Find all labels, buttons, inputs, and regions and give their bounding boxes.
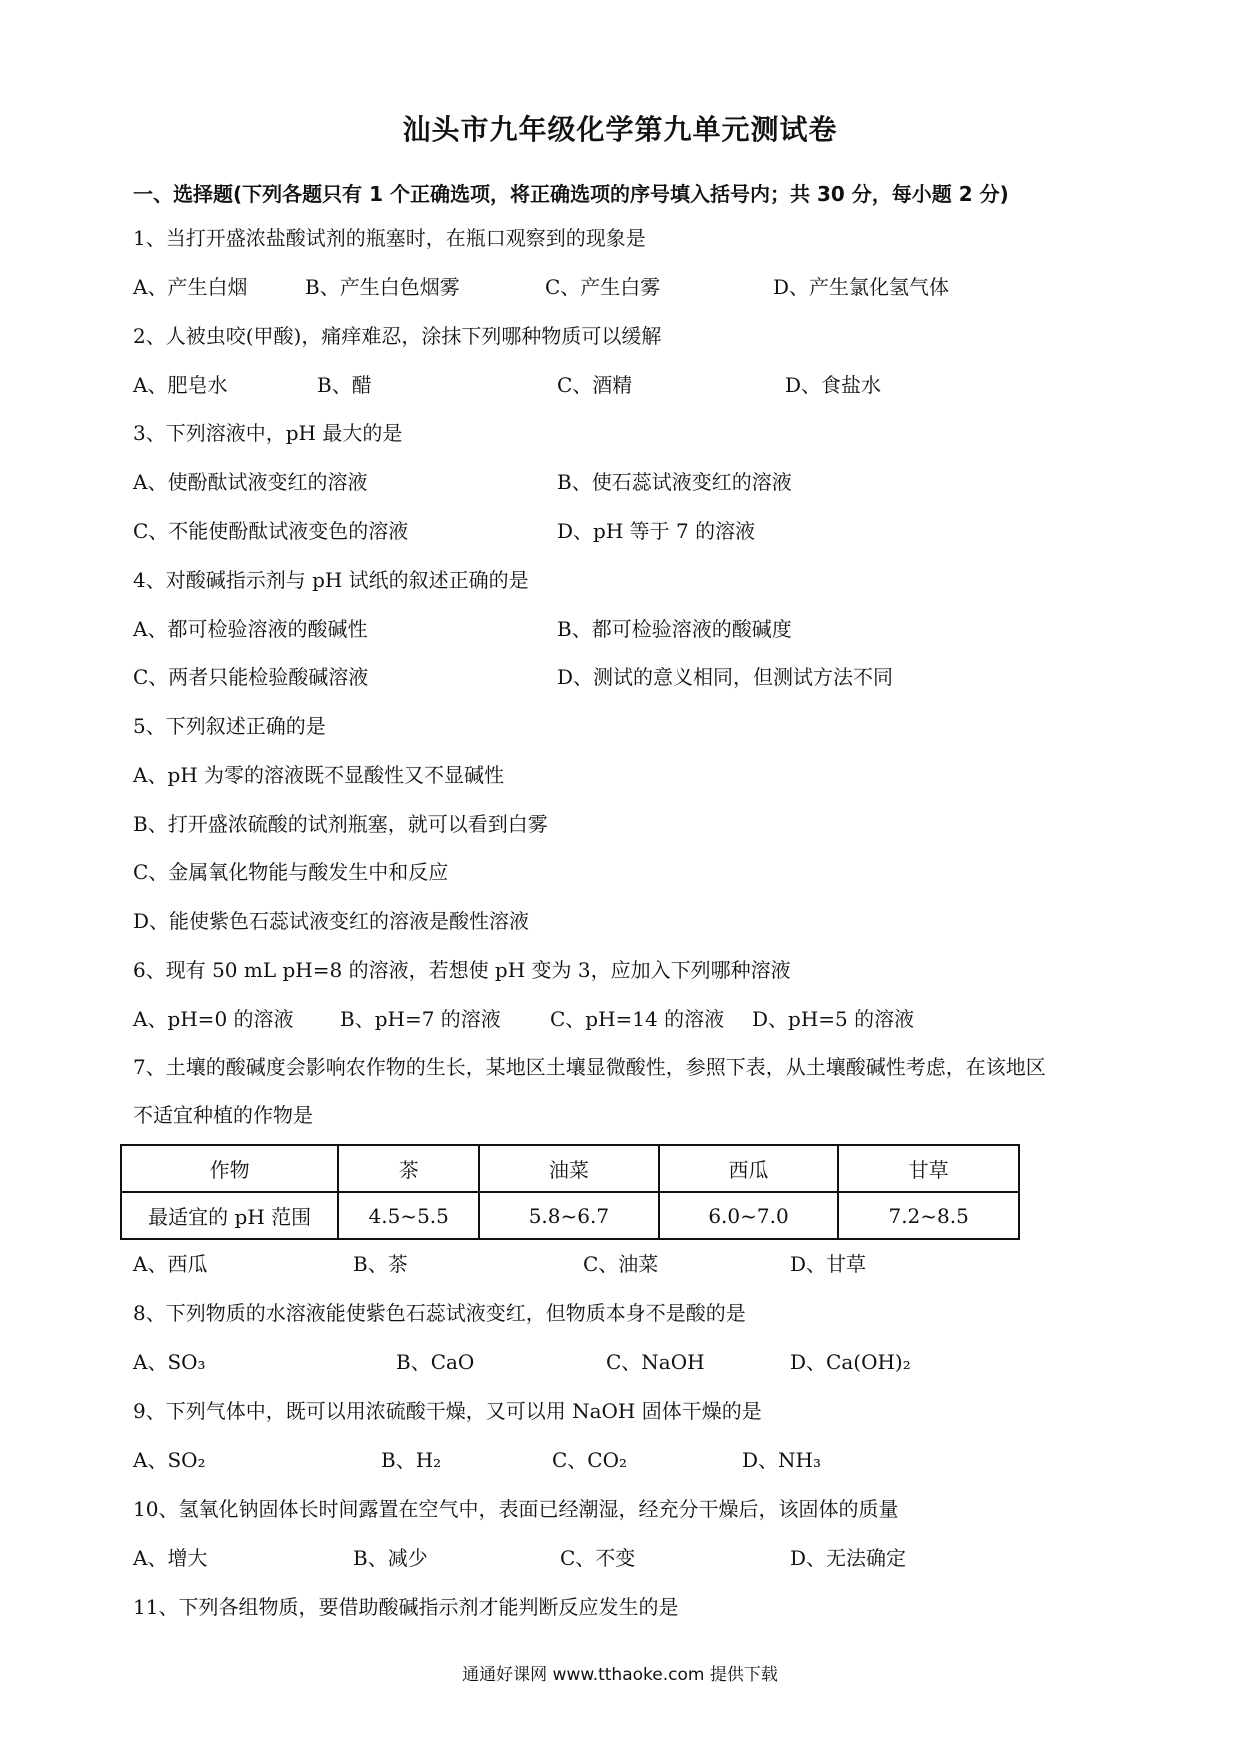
q5-option-b: B、打开盛浓硫酸的试剂瓶塞，就可以看到白雾 xyxy=(133,812,548,836)
q1-option-b: B、产生白色烟雾 xyxy=(305,275,460,299)
question-8-stem: 8、下列物质的水溶液能使紫色石蕊试液变红，但物质本身不是酸的是 xyxy=(133,1301,746,1325)
q8-option-d: D、Ca(OH)₂ xyxy=(790,1350,911,1374)
q7-option-b: B、茶 xyxy=(353,1252,408,1276)
q8-option-b: B、CaO xyxy=(396,1350,475,1374)
q2-option-b: B、醋 xyxy=(317,373,372,397)
q9-option-a: A、SO₂ xyxy=(133,1448,206,1472)
table-cell: 甘草 xyxy=(838,1145,1019,1192)
table-cell: 6.0~7.0 xyxy=(659,1192,839,1239)
question-9-stem: 9、下列气体中，既可以用浓硫酸干燥，又可以用 NaOH 固体干燥的是 xyxy=(133,1399,762,1423)
section-heading: 一、选择题(下列各题只有 1 个正确选项，将正确选项的序号填入括号内；共 30 分，每小题 2 分) xyxy=(133,182,1009,206)
table-cell: 7.2~8.5 xyxy=(838,1192,1019,1239)
q8-option-a: A、SO₃ xyxy=(133,1350,206,1374)
q5-option-a: A、pH 为零的溶液既不显酸性又不显碱性 xyxy=(133,763,505,787)
table-cell: 最适宜的 pH 范围 xyxy=(121,1192,338,1239)
q7-option-d: D、甘草 xyxy=(790,1252,867,1276)
q10-option-c: C、不变 xyxy=(560,1546,636,1570)
q3-option-c: C、不能使酚酞试液变色的溶液 xyxy=(133,519,409,543)
q2-option-a: A、肥皂水 xyxy=(133,373,228,397)
question-4-stem: 4、对酸碱指示剂与 pH 试纸的叙述正确的是 xyxy=(133,568,529,592)
q3-option-b: B、使石蕊试液变红的溶液 xyxy=(557,470,792,494)
q10-option-a: A、增大 xyxy=(133,1546,208,1570)
q1-option-a: A、产生白烟 xyxy=(133,275,248,299)
q6-option-b: B、pH=7 的溶液 xyxy=(340,1007,501,1031)
q2-option-c: C、酒精 xyxy=(557,373,633,397)
q9-option-c: C、CO₂ xyxy=(552,1448,628,1472)
q5-option-d: D、能使紫色石蕊试液变红的溶液是酸性溶液 xyxy=(133,909,530,933)
table-cell: 4.5~5.5 xyxy=(338,1192,479,1239)
q4-option-a: A、都可检验溶液的酸碱性 xyxy=(133,617,368,641)
q9-option-b: B、H₂ xyxy=(381,1448,442,1472)
q1-option-c: C、产生白雾 xyxy=(545,275,661,299)
question-11-stem: 11、下列各组物质，要借助酸碱指示剂才能判断反应发生的是 xyxy=(133,1595,679,1619)
question-7-stem: 7、土壤的酸碱度会影响农作物的生长，某地区土壤显微酸性，参照下表，从土壤酸碱性考虑，在该地区 xyxy=(133,1055,1046,1079)
q7-option-c: C、油菜 xyxy=(583,1252,659,1276)
q2-option-d: D、食盐水 xyxy=(785,373,882,397)
question-1-stem: 1、当打开盛浓盐酸试剂的瓶塞时，在瓶口观察到的现象是 xyxy=(133,226,646,250)
q4-option-b: B、都可检验溶液的酸碱度 xyxy=(557,617,792,641)
q4-option-d: D、测试的意义相同，但测试方法不同 xyxy=(557,665,894,689)
q7-option-a: A、西瓜 xyxy=(133,1252,208,1276)
q3-option-d: D、pH 等于 7 的溶液 xyxy=(557,519,756,543)
table-header-row xyxy=(121,1145,1019,1192)
q1-option-d: D、产生氯化氢气体 xyxy=(773,275,950,299)
footer: 通通好课网 www.tthaoke.com 提供下载 xyxy=(462,1665,778,1685)
crop-ph-table xyxy=(120,1144,1020,1240)
table-cell: 西瓜 xyxy=(659,1145,839,1192)
q3-option-a: A、使酚酞试液变红的溶液 xyxy=(133,470,368,494)
question-2-stem: 2、人被虫咬(甲酸)，痛痒难忍，涂抹下列哪种物质可以缓解 xyxy=(133,324,662,348)
q6-option-a: A、pH=0 的溶液 xyxy=(133,1007,294,1031)
q8-option-c: C、NaOH xyxy=(606,1350,705,1374)
question-6-stem: 6、现有 50 mL pH=8 的溶液，若想使 pH 变为 3，应加入下列哪种溶液 xyxy=(133,958,791,982)
q6-option-c: C、pH=14 的溶液 xyxy=(550,1007,725,1031)
question-5-stem: 5、下列叙述正确的是 xyxy=(133,714,326,738)
table-row xyxy=(121,1192,1019,1239)
page-title: 汕头市九年级化学第九单元测试卷 xyxy=(402,113,838,146)
table-cell: 作物 xyxy=(121,1145,338,1192)
q4-option-c: C、两者只能检验酸碱溶液 xyxy=(133,665,369,689)
table-cell: 茶 xyxy=(338,1145,479,1192)
q5-option-c: C、金属氧化物能与酸发生中和反应 xyxy=(133,860,449,884)
question-10-stem: 10、氢氧化钠固体长时间露置在空气中，表面已经潮湿，经充分干燥后，该固体的质量 xyxy=(133,1497,899,1521)
q10-option-d: D、无法确定 xyxy=(790,1546,907,1570)
question-3-stem: 3、下列溶液中，pH 最大的是 xyxy=(133,421,403,445)
table-cell: 5.8~6.7 xyxy=(479,1192,659,1239)
question-7-stem-cont: 不适宜种植的作物是 xyxy=(133,1103,313,1127)
q6-option-d: D、pH=5 的溶液 xyxy=(752,1007,915,1031)
table-cell: 油菜 xyxy=(479,1145,659,1192)
q10-option-b: B、减少 xyxy=(353,1546,428,1570)
q9-option-d: D、NH₃ xyxy=(742,1448,821,1472)
